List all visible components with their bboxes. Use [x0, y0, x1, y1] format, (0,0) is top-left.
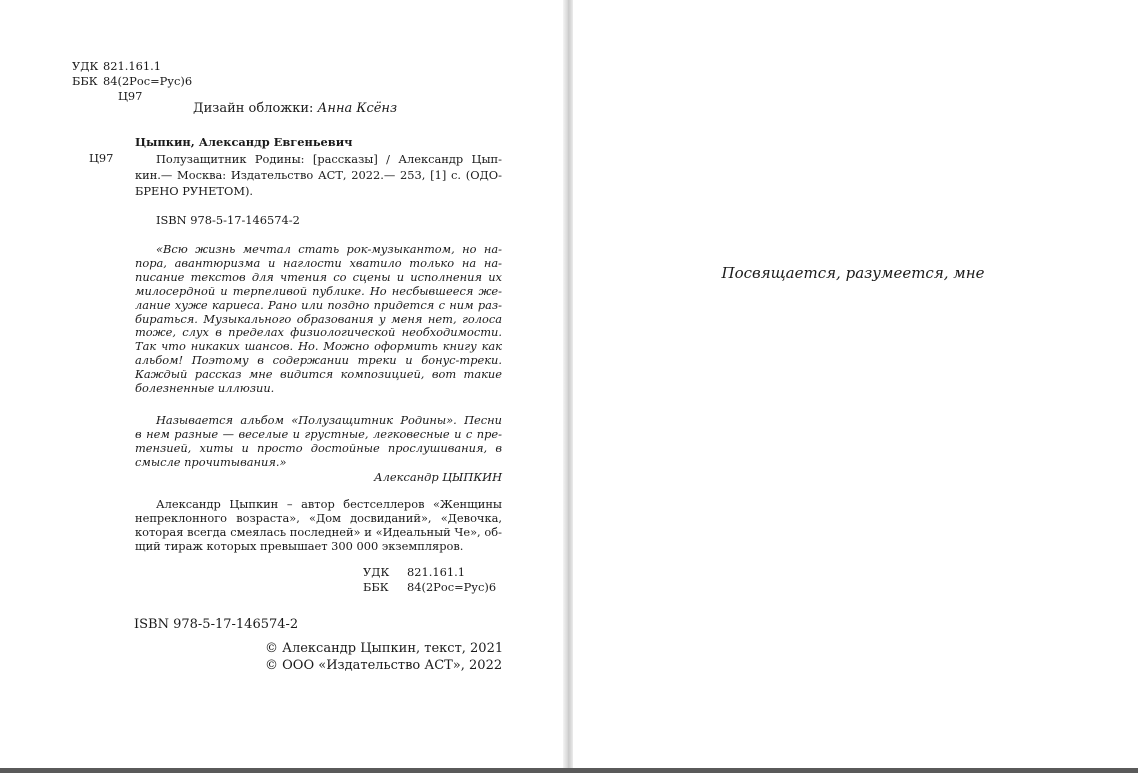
about-line: Александр Цыпкин – автор бестселлеров «Женщины — [156, 497, 502, 511]
bottom-udk-value: 821.161.1 — [407, 565, 465, 579]
left-page — [0, 0, 563, 768]
cover-design-name: Анна Ксёнз — [317, 101, 398, 116]
cover-design-label: Дизайн обложки: — [193, 101, 314, 116]
bottom-udk-label: УДК — [363, 565, 390, 579]
top-udk-value: 821.161.1 — [103, 59, 161, 73]
author-heading: Цыпкин, Александр Евгеньевич — [135, 135, 353, 149]
annotation-line: Так что никаких шансов. Но. Можно оформить книгу как — [135, 339, 502, 354]
annotation-line: тоже, слух в пределах физиологической необходимости. — [135, 325, 502, 340]
book-gutter — [563, 0, 573, 768]
top-udk-row — [72, 59, 161, 73]
isbn-footer: ISBN 978-5-17-146574-2 — [134, 617, 299, 632]
about-line: которая всегда смеялась последней» и «Идеальный Че», об- — [135, 524, 502, 539]
viewer-bottom-bar — [0, 768, 1138, 773]
bib-line: кин.— Москва: Издательство АСТ, 2022.— 253, [1] с. (ОДО- — [135, 168, 502, 182]
bottom-bbk-row — [363, 580, 496, 594]
bottom-bbk-label: ББК — [363, 580, 389, 594]
annotation-paragraph-2 — [135, 414, 502, 470]
about-line: щий тираж которых превышает 300 000 экземпляров. — [135, 538, 464, 553]
annotation-line: в нем разные — веселые и грустные, легковесные и с пре- — [135, 426, 502, 441]
annotation-line: болезненные иллюзии. — [135, 381, 275, 396]
author-sign: Ц97 — [89, 151, 114, 165]
dedication: Посвящается, разумеется, мне — [721, 264, 985, 282]
annotation-line: бираться. Музыкального образования у меня нет, голоса — [135, 311, 502, 326]
annotation-line: «Всю жизнь мечтал стать рок-музыкантом, но на- — [156, 242, 502, 256]
top-udk-label: УДК — [72, 59, 99, 73]
isbn-inline: ISBN 978-5-17-146574-2 — [156, 213, 300, 227]
bibliographic-description — [135, 151, 502, 199]
annotation-line: альбом! Поэтому в содержании треки и бонус-треки. — [135, 353, 502, 368]
annotation-line: Называется альбом «Полузащитник Родины». Песни — [156, 413, 502, 427]
copyright-publisher: © ООО «Издательство АСТ», 2022 — [265, 658, 503, 673]
right-page — [573, 0, 1138, 768]
annotation-line: смысле прочитывания.» — [135, 454, 287, 469]
annotation-line: милосердной и терпеливой публике. Но несбывшееся же- — [135, 283, 502, 298]
bottom-udk-row — [363, 565, 465, 579]
top-bbk-value: 84(2Рос=Рус)6 — [103, 74, 193, 88]
annotation-line: тензией, хиты и просто достойные прослушивания, в — [135, 440, 502, 455]
top-bbk-label: ББК — [72, 74, 98, 88]
cover-design-credit — [193, 101, 397, 117]
annotation-line: писание текстов для чтения со сцены и исполнения их — [135, 269, 502, 284]
annotation-line: пора, авантюризма и наглости хватило только на на- — [135, 255, 502, 270]
bib-line: БРЕНО РУНЕТОМ). — [135, 184, 254, 198]
annotation-line: лание хуже кариеса. Рано или поздно придется с ним раз- — [135, 297, 502, 312]
bib-line: Полузащитник Родины: [рассказы] / Александр Цып- — [156, 152, 502, 166]
about-author — [135, 498, 502, 554]
about-line: непреклонного возраста», «Дом досвиданий», «Девочка, — [135, 510, 502, 525]
bottom-bbk-value: 84(2Рос=Рус)6 — [407, 580, 497, 594]
copyright-author: © Александр Цыпкин, текст, 2021 — [265, 641, 504, 656]
annotation-paragraph-1 — [135, 243, 502, 396]
annotation-line: Каждый рассказ мне видится композицией, вот такие — [135, 367, 502, 382]
annotation-signature: Александр ЦЫПКИН — [374, 470, 502, 484]
top-bbk-row — [72, 74, 192, 88]
top-author-sign: Ц97 — [118, 89, 143, 103]
